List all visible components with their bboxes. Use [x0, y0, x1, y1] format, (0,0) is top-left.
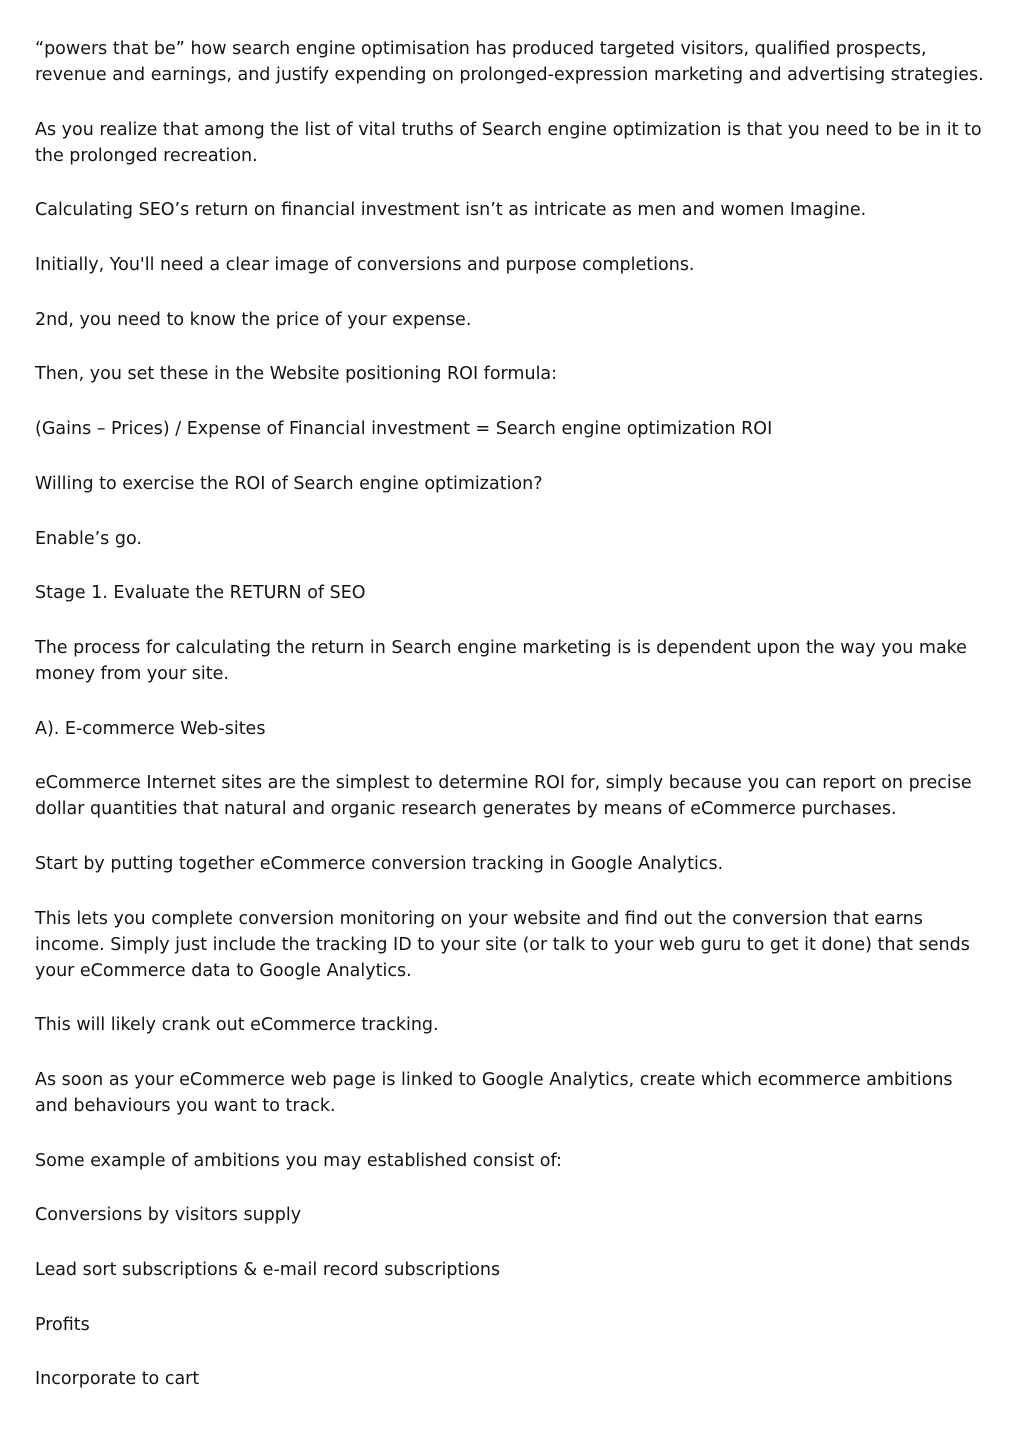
paragraph: This will likely crank out eCommerce tracking.	[35, 1015, 439, 1036]
subsection-heading: A). E-commerce Web-sites	[35, 718, 266, 739]
paragraph: Start by putting together eCommerce conversion tracking in Google Analytics.	[35, 853, 724, 874]
paragraph: This lets you complete conversion monitoring on your website and find out the conversion that earns income. Simply just include the tracking ID to your site (or talk to your web guru to get it done) that sends your eCommerce data to Google Analytics.	[35, 908, 970, 981]
paragraph: Initially, You'll need a clear image of conversions and purpose completions.	[35, 255, 695, 276]
section-heading: Stage 1. Evaluate the RETURN of SEO	[35, 583, 366, 604]
paragraph: Some example of ambitions you may established consist of:	[35, 1150, 562, 1171]
list-item: Conversions by visitors supply	[35, 1205, 302, 1226]
paragraph: Then, you set these in the Website positioning ROI formula:	[35, 364, 558, 385]
paragraph: “powers that be” how search engine optimisation has produced targeted visitors, qualified prospects, revenue and earnings, and justify expending on prolonged-expression marketing and advertising strategies.	[35, 39, 984, 85]
paragraph: As soon as your eCommerce web page is linked to Google Analytics, create which ecommerce ambitions and behaviours you want to track.	[35, 1070, 953, 1116]
paragraph: As you realize that among the list of vital truths of Search engine optimization is that you need to be in it to the prolonged recreation.	[35, 119, 982, 166]
paragraph: 2nd, you need to know the price of your expense.	[35, 309, 472, 330]
paragraph: Calculating SEO’s return on financial investment isn’t as intricate as men and women Imagine.	[35, 200, 867, 221]
paragraph: Enable’s go.	[35, 528, 142, 549]
list-item: Incorporate to cart	[35, 1369, 200, 1390]
paragraph: Willing to exercise the ROI of Search engine optimization?	[35, 473, 543, 494]
list-item: Lead sort subscriptions & e-mail record subscriptions	[35, 1260, 501, 1281]
paragraph: The process for calculating the return in Search engine marketing is is dependent upon the way you make money from your site.	[35, 637, 967, 684]
formula-paragraph: (Gains – Prices) / Expense of Financial investment = Search engine optimization ROI	[35, 419, 773, 440]
list-item: Profits	[35, 1314, 90, 1335]
document-body	[35, 36, 990, 1421]
paragraph: eCommerce Internet sites are the simplest to determine ROI for, simply because you can report on precise dollar quantities that natural and organic research generates by means of eCommerce purchases.	[35, 773, 972, 820]
